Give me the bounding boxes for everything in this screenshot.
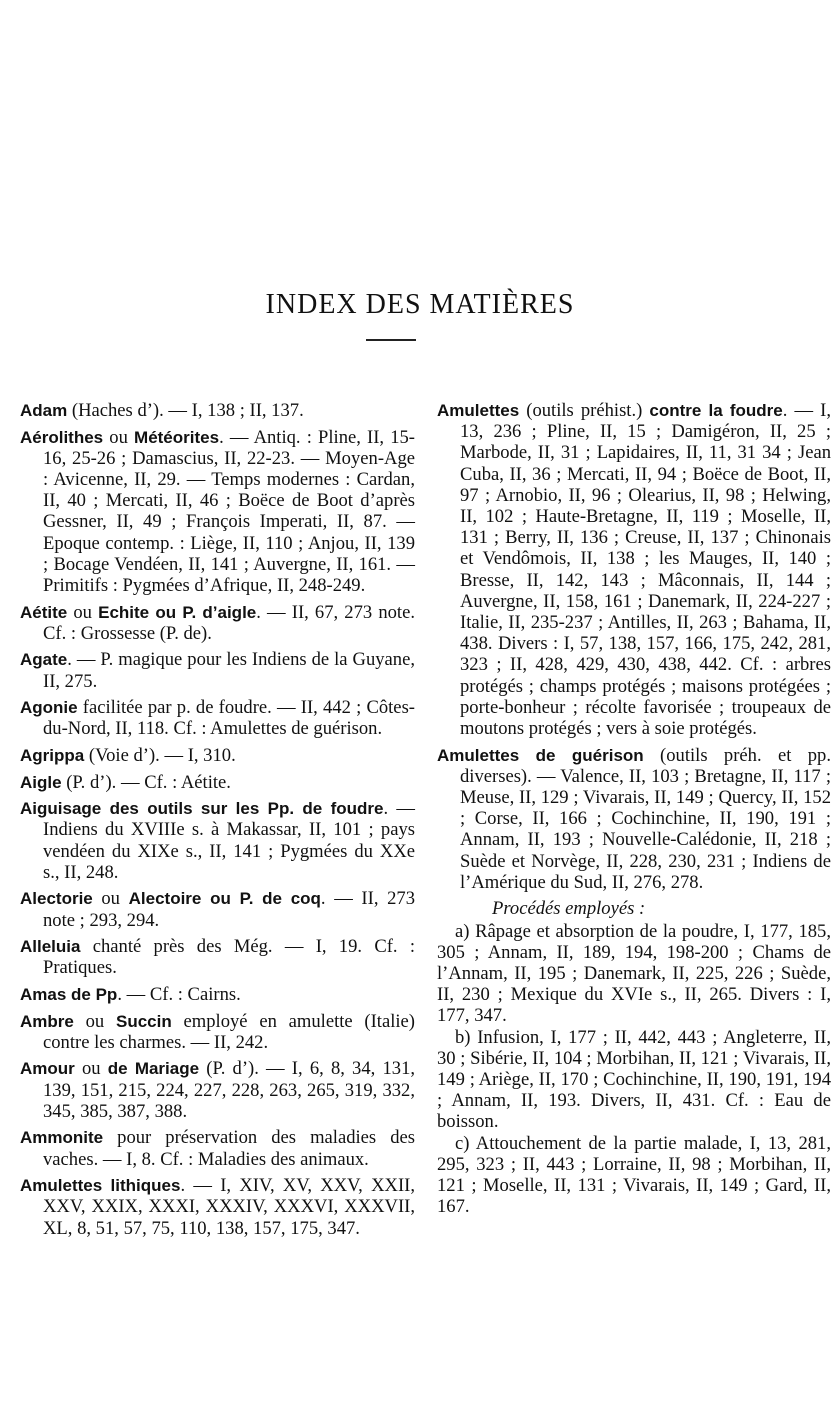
entry-headword: Aérolithes xyxy=(20,427,104,447)
procedes-heading: Procédés employés : xyxy=(492,898,646,920)
entry-body: (Haches d’). — I, 138 ; II, 137. xyxy=(67,400,304,421)
index-entry xyxy=(20,772,415,793)
entry-body: . — Indiens du XVIIIe s. à Makassar, II, 101 ; pays vendéen du XIXe s., II, 141 ; Pygmées du XXe s., II, 248. xyxy=(43,798,416,883)
index-column-left xyxy=(20,400,415,1244)
index-entry xyxy=(20,745,415,766)
entry-headword: Agonie xyxy=(20,698,78,718)
index-entry xyxy=(20,1127,415,1169)
procedes-paragraph: c) Attouchement de la partie malade, I, 13, 281, 295, 323 ; II, 443 ; Lorraine, II, 98 ; Morbihan, II, 121 ; Moselle, II, 131 ; Vivarais, II, 149 ; Gard, II, 167. xyxy=(437,1132,831,1218)
entry-headword: Aigle xyxy=(20,772,62,792)
entry-body: . — II, 273 note ; 293, 294. xyxy=(43,888,415,931)
entry-headword: Agrippa xyxy=(20,746,85,765)
entry-conjunction: ou xyxy=(67,601,99,623)
entry-headword-alt: Succin xyxy=(116,1011,172,1031)
entry-headword: Amas de Pp xyxy=(20,984,118,1004)
index-column-right xyxy=(437,400,831,1218)
index-entry xyxy=(20,400,415,421)
entry-headword-alt: contre la foudre xyxy=(649,401,783,420)
entry-body: facilitée par p. de foudre. — II, 442 ; Côtes-du-Nord, II, 118. Cf. : Amulettes de guérison. xyxy=(43,697,415,740)
entry-conjunction: ou xyxy=(74,1058,108,1080)
entry-conjunction: ou xyxy=(103,426,135,448)
index-entry xyxy=(20,649,415,691)
entry-headword: Ammonite xyxy=(20,1128,104,1148)
index-entry xyxy=(20,936,415,978)
entry-body: . — I, 13, 236 ; Pline, II, 15 ; Damigéron, II, 25 ; Marbode, II, 31 ; Lapidaires, II, 11, 31 34 ; Jean Cuba, II, 36 ; Mercati, II, 94 ; Boëce de Boot, II, 97 ; Arnobio, II, 96 ; Olearius, II, 98 ; Helwing, II, 102 ; Haute-Bretagne, II, 119 ; Moselle, II, 131 ; Berry, II, 136 ; Creuse, II, 137 ; Chinonais et Vendômois, II, 138 ; les Mauges, II, 140 ; Bresse, II, 142, 143 ; Mâconnais, II, 144 ; Auvergne, II, 158, 161 ; Danemark, II, 224-227 ; Italie, II, 235-237 ; Antilles, II, 263 ; Bahama, II, 438. Divers : I, 57, 138, 157, 166, 175, 242, 281, 323 ; II, 428, 429, 430, 438, 442. Cf. : arbres protégés ; champs protégés ; maisons protégées ; porte-bonheur ; récolte favorisée ; troupeaux de moutons protégés ; vers à soie protégés. xyxy=(460,400,831,740)
entry-body: . — P. magique pour les Indiens de la Guyane, II, 275. xyxy=(43,649,415,692)
entry-qualifier: (outils préhist.) xyxy=(519,400,650,421)
entry-headword: Aiguisage des outils sur les Pp. de foudre xyxy=(20,799,384,819)
entry-headword-alt: Alectoire ou P. de coq xyxy=(128,889,321,909)
entry-body: . — Cf. : Cairns. xyxy=(117,983,241,1005)
page-title: INDEX DES MATIÈRES xyxy=(265,288,575,320)
index-entry xyxy=(20,1058,415,1122)
procedes-paragraph: a) Râpage et absorption de la poudre, I, 177, 185, 305 ; Annam, II, 189, 194, 198-200 ; Chams de l’Annam, II, 195 ; Danemark, II, 225, 226 ; Suède, II, 230 ; Mexique du XVIe s., II, 265. Divers : I, 177, 347. xyxy=(437,920,831,1027)
entry-body: . — I, XIV, XV, XXV, XXII, XXV, XXIX, XXXI, XXXIV, XXXVI, XXXVII, XL, 8, 51, 57, 75, 110, 138, 157, 175, 347. xyxy=(43,1175,415,1239)
entry-body: (Voie d’). — I, 310. xyxy=(84,745,236,766)
index-entry xyxy=(20,427,415,597)
entry-body: (P. d’). — Cf. : Aétite. xyxy=(61,771,231,793)
entry-headword: Aétite xyxy=(20,602,68,622)
index-entry xyxy=(20,602,415,644)
entry-body: chanté près des Még. — I, 19. Cf. : Pratiques. xyxy=(43,936,415,979)
entry-headword-alt: Echite ou P. d’aigle xyxy=(98,602,257,622)
entry-headword: Amulettes xyxy=(437,401,520,420)
entry-body: (P. d’). — I, 6, 8, 34, 131, 139, 151, 215, 224, 227, 228, 263, 265, 319, 332, 345, 385, 387, 388. xyxy=(43,1058,416,1122)
index-entry xyxy=(20,697,415,739)
entry-headword: Amulettes lithiques xyxy=(20,1176,181,1196)
index-entry xyxy=(20,1011,415,1053)
entry-headword: Alleluia xyxy=(20,937,81,957)
procedes-paragraph: b) Infusion, I, 177 ; II, 442, 443 ; Angleterre, II, 30 ; Sibérie, II, 104 ; Morbihan, II, 121 ; Vivarais, II, 149 ; Ariège, II, 170 ; Cochinchine, II, 190, 191, 194 ; Annam, II, 193. Divers, II, 431. Cf. : Eau de boisson. xyxy=(437,1026,831,1133)
entry-headword: Alectorie xyxy=(20,889,93,909)
index-entry xyxy=(20,984,415,1005)
entry-headword: Amulettes de guérison xyxy=(437,745,644,765)
entry-body: . — Antiq. : Pline, II, 15-16, 25-26 ; Damascius, II, 22-23. — Moyen-Age : Avicenne, II, 29. — Temps modernes : Cardan, II, 40 ; Mercati, II, 46 ; Boëce de Boot d’après Gessner, II, 49 ; François Imperati, II, 87. — Epoque contemp. : Liège, II, 110 ; Anjou, II, 139 ; Bocage Vendéen, II, 141 ; Auvergne, II, 161. — Primitifs : Pygmées d’Afrique, II, 248-249. xyxy=(43,426,416,597)
entry-headword: Adam xyxy=(20,401,68,420)
entry-body: (outils préh. et pp. diverses). — Valence, II, 103 ; Bretagne, II, 117 ; Meuse, II, 129 ; Vivarais, II, 149 ; Quercy, II, 152 ; Corse, II, 166 ; Cochinchine, II, 190, 191 ; Annam, II, 193 ; Nouvelle-Calédonie, II, 218 ; Suède et Norvège, II, 228, 230, 231 ; Indiens de l’Amérique du Sud, II, 276, 278. xyxy=(460,744,831,893)
index-entry xyxy=(20,888,415,930)
title-rule xyxy=(366,339,416,341)
index-entry xyxy=(437,400,831,739)
index-entry xyxy=(20,798,415,883)
index-entry xyxy=(437,745,831,893)
entry-conjunction: ou xyxy=(92,888,129,910)
entry-headword: Ambre xyxy=(20,1011,74,1031)
entry-body: . — II, 67, 273 note. Cf. : Grossesse (P. de). xyxy=(43,601,415,644)
entry-headword: Agate xyxy=(20,650,68,670)
entry-headword-alt: de Mariage xyxy=(107,1059,200,1079)
entry-conjunction: ou xyxy=(73,1010,116,1032)
entry-headword: Amour xyxy=(20,1059,75,1079)
entry-body: pour préservation des maladies des vaches. — I, 8. Cf. : Maladies des animaux. xyxy=(43,1127,415,1170)
index-entry xyxy=(20,1175,415,1239)
entry-body: employé en amulette (Italie) contre les charmes. — II, 242. xyxy=(43,1010,416,1053)
entry-headword-alt: Météorites xyxy=(134,427,220,447)
